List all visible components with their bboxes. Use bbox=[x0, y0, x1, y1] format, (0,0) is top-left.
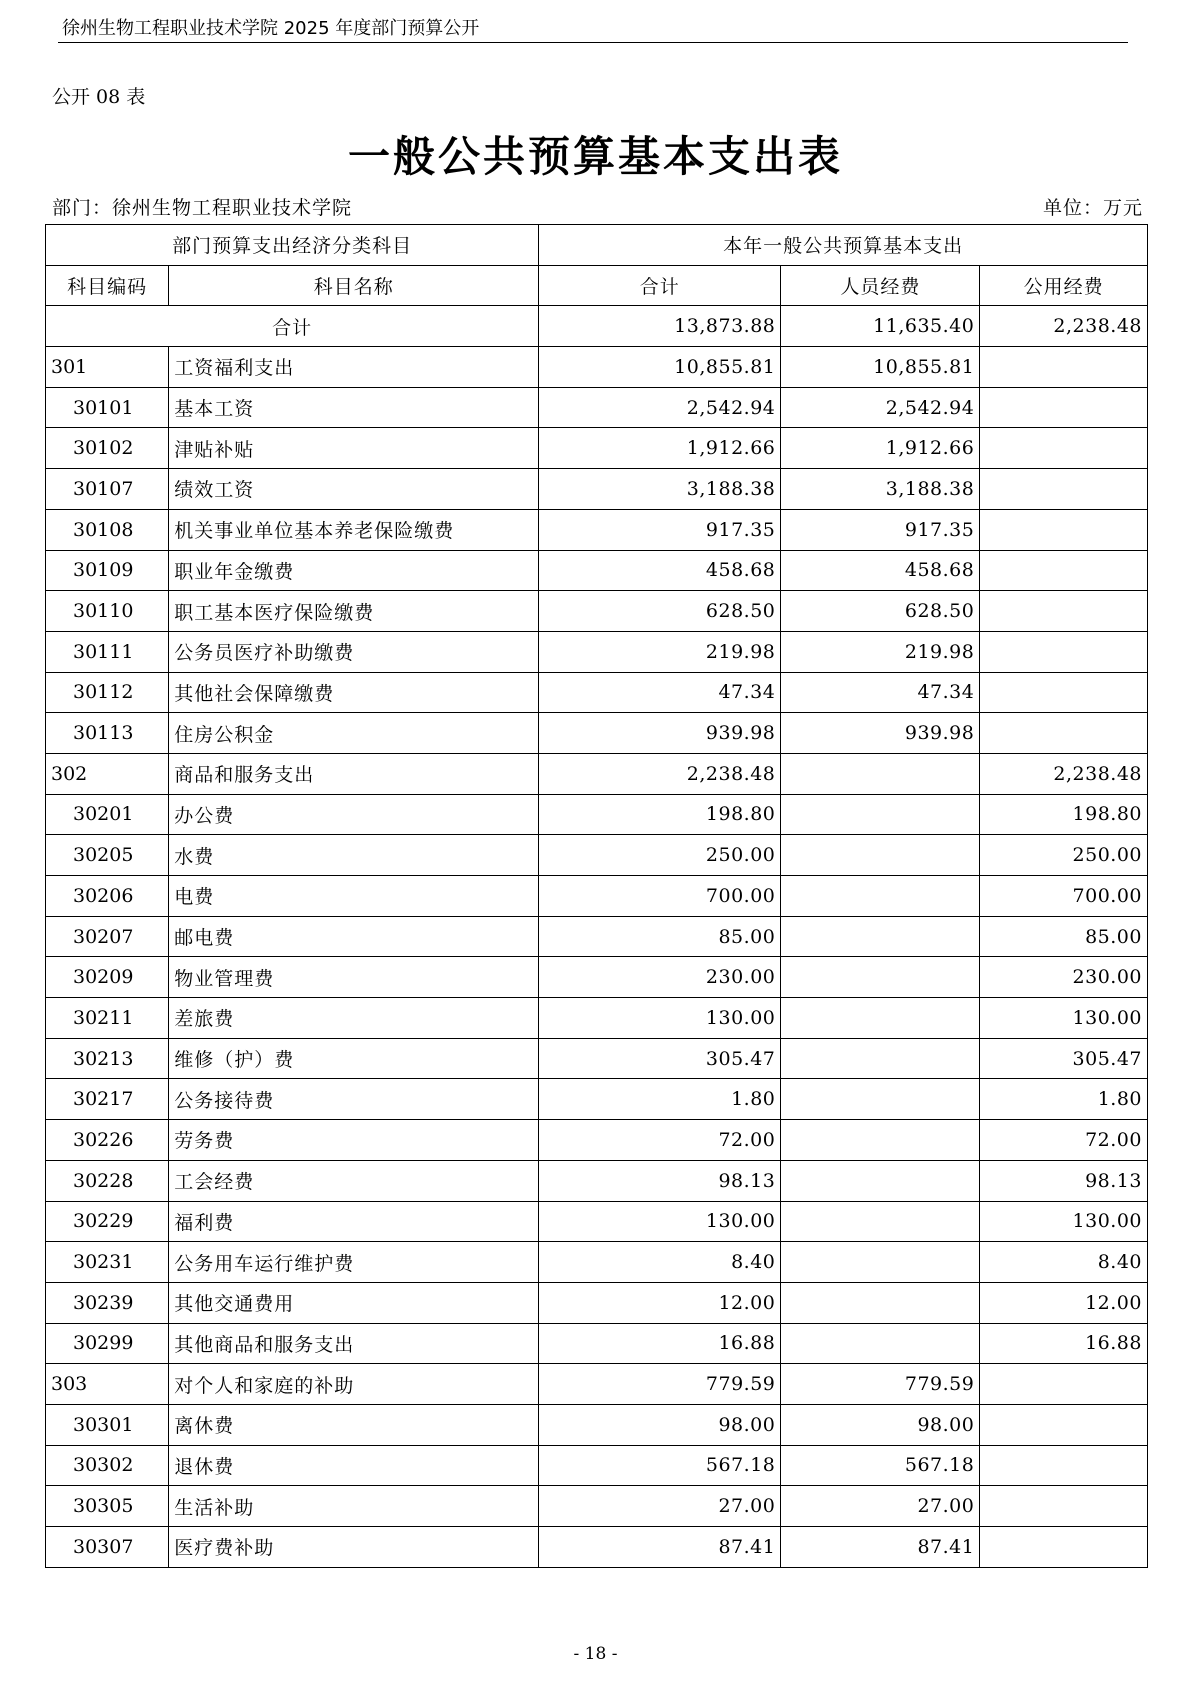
table-row bbox=[46, 916, 1148, 957]
row-code: 30112 bbox=[46, 672, 169, 713]
row-code: 30299 bbox=[46, 1323, 169, 1364]
row-total: 628.50 bbox=[539, 591, 781, 632]
column-header-public: 公用经费 bbox=[980, 265, 1148, 306]
row-total: 98.00 bbox=[539, 1404, 781, 1445]
column-header-total: 合计 bbox=[539, 265, 781, 306]
table-column-header-row bbox=[46, 265, 1148, 306]
row-personnel: 10,855.81 bbox=[781, 347, 980, 388]
row-total: 12.00 bbox=[539, 1282, 781, 1323]
row-name: 劳务费 bbox=[169, 1120, 539, 1161]
row-total: 779.59 bbox=[539, 1364, 781, 1405]
table-row bbox=[46, 835, 1148, 876]
row-code: 30201 bbox=[46, 794, 169, 835]
row-name: 邮电费 bbox=[169, 916, 539, 957]
row-total: 917.35 bbox=[539, 509, 781, 550]
row-name: 退休费 bbox=[169, 1445, 539, 1486]
row-total: 2,238.48 bbox=[539, 753, 781, 794]
row-public: 98.13 bbox=[980, 1160, 1148, 1201]
row-total: 16.88 bbox=[539, 1323, 781, 1364]
row-name: 其他社会保障缴费 bbox=[169, 672, 539, 713]
row-total: 230.00 bbox=[539, 957, 781, 998]
department-label: 部门：徐州生物工程职业技术学院 bbox=[52, 197, 353, 219]
table-row bbox=[46, 509, 1148, 550]
row-name: 公务用车运行维护费 bbox=[169, 1242, 539, 1283]
row-personnel: 87.41 bbox=[781, 1527, 980, 1568]
row-public: 230.00 bbox=[980, 957, 1148, 998]
budget-table bbox=[45, 224, 1148, 1568]
row-public bbox=[980, 631, 1148, 672]
row-name: 差旅费 bbox=[169, 998, 539, 1039]
row-public bbox=[980, 1486, 1148, 1527]
row-total: 305.47 bbox=[539, 1038, 781, 1079]
row-name: 住房公积金 bbox=[169, 713, 539, 754]
row-personnel: 458.68 bbox=[781, 550, 980, 591]
row-total: 27.00 bbox=[539, 1486, 781, 1527]
table-row bbox=[46, 1282, 1148, 1323]
row-code: 30102 bbox=[46, 428, 169, 469]
row-total: 2,542.94 bbox=[539, 387, 781, 428]
row-personnel bbox=[781, 1120, 980, 1161]
row-name: 职工基本医疗保险缴费 bbox=[169, 591, 539, 632]
row-public: 198.80 bbox=[980, 794, 1148, 835]
row-code: 30108 bbox=[46, 509, 169, 550]
row-public bbox=[980, 713, 1148, 754]
row-name: 机关事业单位基本养老保险缴费 bbox=[169, 509, 539, 550]
row-personnel: 567.18 bbox=[781, 1445, 980, 1486]
table-row bbox=[46, 753, 1148, 794]
row-public: 12.00 bbox=[980, 1282, 1148, 1323]
row-total: 130.00 bbox=[539, 998, 781, 1039]
row-total: 47.34 bbox=[539, 672, 781, 713]
row-total: 1,912.66 bbox=[539, 428, 781, 469]
total-row bbox=[46, 306, 1148, 347]
row-personnel bbox=[781, 1038, 980, 1079]
row-public bbox=[980, 550, 1148, 591]
page-title: 一般公共预算基本支出表 bbox=[347, 132, 843, 181]
row-public: 130.00 bbox=[980, 1201, 1148, 1242]
row-name: 基本工资 bbox=[169, 387, 539, 428]
table-number: 公开 08 表 bbox=[52, 86, 146, 108]
row-code: 30305 bbox=[46, 1486, 169, 1527]
row-total: 198.80 bbox=[539, 794, 781, 835]
row-personnel bbox=[781, 753, 980, 794]
row-name: 其他交通费用 bbox=[169, 1282, 539, 1323]
row-public bbox=[980, 1527, 1148, 1568]
row-personnel bbox=[781, 957, 980, 998]
running-header-title: 徐州生物工程职业技术学院 2025 年度部门预算公开 bbox=[62, 18, 480, 39]
row-personnel: 27.00 bbox=[781, 1486, 980, 1527]
row-personnel: 939.98 bbox=[781, 713, 980, 754]
row-personnel: 917.35 bbox=[781, 509, 980, 550]
table-row bbox=[46, 1323, 1148, 1364]
row-code: 302 bbox=[46, 753, 169, 794]
row-name: 离休费 bbox=[169, 1404, 539, 1445]
total-row-label: 合计 bbox=[46, 306, 539, 347]
row-name: 生活补助 bbox=[169, 1486, 539, 1527]
column-header-code: 科目编码 bbox=[46, 265, 169, 306]
row-total: 700.00 bbox=[539, 876, 781, 917]
row-code: 30226 bbox=[46, 1120, 169, 1161]
row-public: 1.80 bbox=[980, 1079, 1148, 1120]
row-personnel: 1,912.66 bbox=[781, 428, 980, 469]
row-personnel: 219.98 bbox=[781, 631, 980, 672]
row-total: 939.98 bbox=[539, 713, 781, 754]
row-name: 办公费 bbox=[169, 794, 539, 835]
row-name: 维修（护）费 bbox=[169, 1038, 539, 1079]
table-row bbox=[46, 1160, 1148, 1201]
row-name: 公务接待费 bbox=[169, 1079, 539, 1120]
row-public: 2,238.48 bbox=[980, 753, 1148, 794]
row-personnel: 3,188.38 bbox=[781, 469, 980, 510]
row-code: 30207 bbox=[46, 916, 169, 957]
row-code: 303 bbox=[46, 1364, 169, 1405]
row-personnel: 779.59 bbox=[781, 1364, 980, 1405]
row-code: 301 bbox=[46, 347, 169, 388]
row-personnel bbox=[781, 835, 980, 876]
group-header-classification: 部门预算支出经济分类科目 bbox=[46, 225, 539, 266]
table-row bbox=[46, 1079, 1148, 1120]
row-public bbox=[980, 428, 1148, 469]
row-public bbox=[980, 387, 1148, 428]
row-code: 30213 bbox=[46, 1038, 169, 1079]
row-code: 30231 bbox=[46, 1242, 169, 1283]
row-total: 72.00 bbox=[539, 1120, 781, 1161]
table-row bbox=[46, 1242, 1148, 1283]
table-row bbox=[46, 387, 1148, 428]
row-name: 其他商品和服务支出 bbox=[169, 1323, 539, 1364]
table-row bbox=[46, 347, 1148, 388]
row-total: 1.80 bbox=[539, 1079, 781, 1120]
row-code: 30302 bbox=[46, 1445, 169, 1486]
table-row bbox=[46, 469, 1148, 510]
row-personnel bbox=[781, 916, 980, 957]
row-personnel bbox=[781, 998, 980, 1039]
row-personnel bbox=[781, 1242, 980, 1283]
table-row bbox=[46, 550, 1148, 591]
row-public bbox=[980, 347, 1148, 388]
row-public: 16.88 bbox=[980, 1323, 1148, 1364]
row-total: 458.68 bbox=[539, 550, 781, 591]
row-public bbox=[980, 1445, 1148, 1486]
table-row bbox=[46, 1120, 1148, 1161]
row-public bbox=[980, 1404, 1148, 1445]
table-row bbox=[46, 998, 1148, 1039]
table-row bbox=[46, 428, 1148, 469]
row-code: 30211 bbox=[46, 998, 169, 1039]
row-code: 30113 bbox=[46, 713, 169, 754]
row-total: 8.40 bbox=[539, 1242, 781, 1283]
total-row-total: 13,873.88 bbox=[539, 306, 781, 347]
row-public bbox=[980, 509, 1148, 550]
row-code: 30205 bbox=[46, 835, 169, 876]
row-code: 30228 bbox=[46, 1160, 169, 1201]
row-code: 30239 bbox=[46, 1282, 169, 1323]
row-personnel bbox=[781, 876, 980, 917]
row-code: 30109 bbox=[46, 550, 169, 591]
table-row bbox=[46, 631, 1148, 672]
row-personnel bbox=[781, 1201, 980, 1242]
row-personnel: 628.50 bbox=[781, 591, 980, 632]
table-row bbox=[46, 957, 1148, 998]
row-total: 567.18 bbox=[539, 1445, 781, 1486]
row-code: 30229 bbox=[46, 1201, 169, 1242]
table-row bbox=[46, 1201, 1148, 1242]
row-personnel: 2,542.94 bbox=[781, 387, 980, 428]
row-code: 30209 bbox=[46, 957, 169, 998]
row-name: 职业年金缴费 bbox=[169, 550, 539, 591]
row-name: 医疗费补助 bbox=[169, 1527, 539, 1568]
row-name: 物业管理费 bbox=[169, 957, 539, 998]
unit-label: 单位：万元 bbox=[1042, 197, 1143, 219]
row-total: 85.00 bbox=[539, 916, 781, 957]
row-personnel bbox=[781, 794, 980, 835]
table-row bbox=[46, 591, 1148, 632]
row-public: 700.00 bbox=[980, 876, 1148, 917]
table-row bbox=[46, 1486, 1148, 1527]
table-row bbox=[46, 1527, 1148, 1568]
row-code: 30206 bbox=[46, 876, 169, 917]
row-public bbox=[980, 672, 1148, 713]
total-row-public: 2,238.48 bbox=[980, 306, 1148, 347]
row-personnel bbox=[781, 1282, 980, 1323]
table-row bbox=[46, 713, 1148, 754]
row-code: 30307 bbox=[46, 1527, 169, 1568]
row-total: 87.41 bbox=[539, 1527, 781, 1568]
row-public: 85.00 bbox=[980, 916, 1148, 957]
row-personnel bbox=[781, 1079, 980, 1120]
row-code: 30111 bbox=[46, 631, 169, 672]
row-total: 3,188.38 bbox=[539, 469, 781, 510]
table-row bbox=[46, 1364, 1148, 1405]
table-row bbox=[46, 1404, 1148, 1445]
row-name: 绩效工资 bbox=[169, 469, 539, 510]
row-code: 30301 bbox=[46, 1404, 169, 1445]
row-personnel bbox=[781, 1323, 980, 1364]
row-personnel bbox=[781, 1160, 980, 1201]
row-total: 98.13 bbox=[539, 1160, 781, 1201]
row-total: 130.00 bbox=[539, 1201, 781, 1242]
table-group-header-row bbox=[46, 225, 1148, 266]
row-name: 商品和服务支出 bbox=[169, 753, 539, 794]
table-row bbox=[46, 876, 1148, 917]
column-header-name: 科目名称 bbox=[169, 265, 539, 306]
row-total: 250.00 bbox=[539, 835, 781, 876]
row-code: 30110 bbox=[46, 591, 169, 632]
row-total: 10,855.81 bbox=[539, 347, 781, 388]
row-personnel: 47.34 bbox=[781, 672, 980, 713]
row-name: 工会经费 bbox=[169, 1160, 539, 1201]
row-public: 72.00 bbox=[980, 1120, 1148, 1161]
row-public: 305.47 bbox=[980, 1038, 1148, 1079]
row-name: 水费 bbox=[169, 835, 539, 876]
total-row-personnel: 11,635.40 bbox=[781, 306, 980, 347]
page-number: - 18 - bbox=[573, 1644, 618, 1664]
row-name: 电费 bbox=[169, 876, 539, 917]
running-header bbox=[58, 8, 1128, 43]
table-row bbox=[46, 1038, 1148, 1079]
row-name: 对个人和家庭的补助 bbox=[169, 1364, 539, 1405]
table-row bbox=[46, 1445, 1148, 1486]
row-public bbox=[980, 1364, 1148, 1405]
row-code: 30107 bbox=[46, 469, 169, 510]
row-name: 公务员医疗补助缴费 bbox=[169, 631, 539, 672]
row-public: 250.00 bbox=[980, 835, 1148, 876]
row-name: 工资福利支出 bbox=[169, 347, 539, 388]
row-public bbox=[980, 591, 1148, 632]
column-header-personnel: 人员经费 bbox=[781, 265, 980, 306]
row-public: 130.00 bbox=[980, 998, 1148, 1039]
row-name: 津贴补贴 bbox=[169, 428, 539, 469]
group-header-expenditure: 本年一般公共预算基本支出 bbox=[539, 225, 1148, 266]
row-name: 福利费 bbox=[169, 1201, 539, 1242]
table-row bbox=[46, 794, 1148, 835]
row-code: 30217 bbox=[46, 1079, 169, 1120]
row-public: 8.40 bbox=[980, 1242, 1148, 1283]
row-public bbox=[980, 469, 1148, 510]
table-row bbox=[46, 672, 1148, 713]
row-code: 30101 bbox=[46, 387, 169, 428]
row-personnel: 98.00 bbox=[781, 1404, 980, 1445]
row-total: 219.98 bbox=[539, 631, 781, 672]
